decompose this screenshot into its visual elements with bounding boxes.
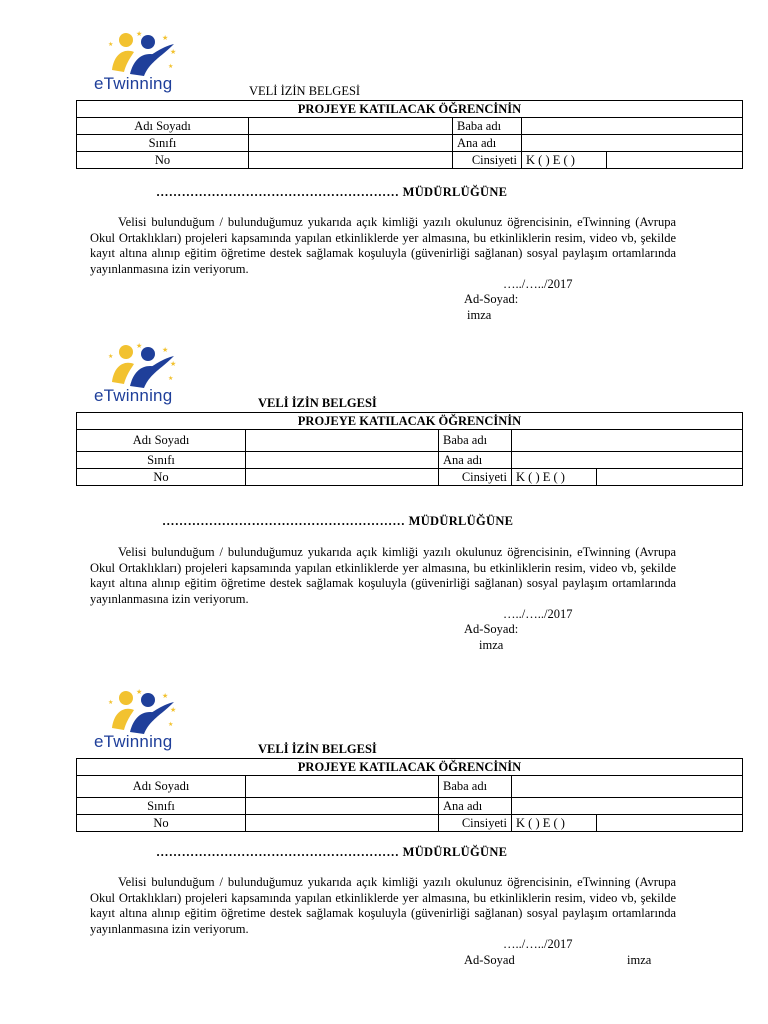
svg-text:★: ★ <box>170 48 177 56</box>
logo-text: eTwinning <box>94 386 173 405</box>
date-line: …../…../2017 <box>503 277 573 291</box>
table-header: PROJEYE KATILACAK ÖĞRENCİNİN <box>77 413 743 430</box>
ad-soyad-label: Ad-Soyad <box>464 953 515 967</box>
document-title: VELİ İZİN BELGESİ <box>249 84 361 98</box>
table-row <box>77 469 743 486</box>
etwinning-logo <box>94 342 194 408</box>
field-adi-soyadi[interactable] <box>246 430 439 452</box>
student-info-table <box>76 100 743 169</box>
etwinning-logo <box>94 30 194 96</box>
document-title: VELİ İZİN BELGESİ <box>258 396 377 410</box>
label-baba-adi: Baba adı <box>439 776 512 798</box>
etwinning-figures-icon <box>104 688 184 734</box>
imza-label: imza <box>479 638 504 652</box>
table-row <box>77 430 743 452</box>
label-ana-adi: Ana adı <box>453 135 522 152</box>
table-header: PROJEYE KATILACAK ÖĞRENCİNİN <box>77 101 743 118</box>
document-title: VELİ İZİN BELGESİ <box>258 742 377 756</box>
etwinning-logo <box>94 688 194 754</box>
label-ana-adi: Ana adı <box>439 798 512 815</box>
svg-text:★: ★ <box>136 342 143 350</box>
svg-text:★: ★ <box>170 706 177 714</box>
table-row <box>77 452 743 469</box>
svg-text:★: ★ <box>108 700 114 706</box>
date-line: …../…../2017 <box>503 607 573 621</box>
field-sinifi[interactable] <box>249 135 453 152</box>
field-ana-adi[interactable] <box>512 798 743 815</box>
consent-paragraph: Velisi bulunduğum / bulunduğumuz yukarıda açık kimliği yazılı okulunuz öğrencisinin, eTwinning (Avrupa Okul Ortaklıkları) projeleri kapsamında yapılan etkinliklerde yer almasına, bu etkinliklerin resim, video vb, şekilde kayıt altına alınıp eğitim öğretime destek sağlamak koşuluyla (güvenirliği sağlanan) sosyal paylaşım ortamlarında yayınlanmasına izin veriyorum. <box>90 545 676 606</box>
table-row <box>77 135 743 152</box>
field-adi-soyadi[interactable] <box>249 118 453 135</box>
field-baba-adi[interactable] <box>522 118 743 135</box>
label-cinsiyeti: Cinsiyeti <box>439 815 512 832</box>
svg-text:★: ★ <box>162 34 169 42</box>
field-empty <box>597 469 743 486</box>
consent-paragraph: Velisi bulunduğum / bulunduğumuz yukarıda açık kimliği yazılı okulunuz öğrencisinin, eTwinning (Avrupa Okul Ortaklıkları) projeleri kapsamında yapılan etkinliklerde yer almasına, bu etkinliklerin resim, video vb, şekilde kayıt altına alınıp eğitim öğretime destek sağlamak koşuluyla (güvenirliği sağlanan) sosyal paylaşım ortamlarında yayınlanmasına izin veriyorum. <box>90 215 676 276</box>
label-baba-adi: Baba adı <box>453 118 522 135</box>
table-row <box>77 152 743 169</box>
svg-text:★: ★ <box>168 64 174 70</box>
svg-text:★: ★ <box>168 376 174 382</box>
mudurluk-line: ………………………………………………… MÜDÜRLÜĞÜNE <box>156 185 508 199</box>
field-empty <box>597 815 743 832</box>
field-sinifi[interactable] <box>246 798 439 815</box>
svg-text:★: ★ <box>136 688 143 696</box>
logo-text: eTwinning <box>94 74 173 93</box>
field-cinsiyeti[interactable]: K ( ) E ( ) <box>512 815 597 832</box>
field-cinsiyeti[interactable]: K ( ) E ( ) <box>522 152 607 169</box>
field-no[interactable] <box>246 469 439 486</box>
label-cinsiyeti: Cinsiyeti <box>439 469 512 486</box>
logo-text: eTwinning <box>94 732 173 751</box>
student-info-table <box>76 758 743 832</box>
field-ana-adi[interactable] <box>522 135 743 152</box>
label-sinifi: Sınıfı <box>77 135 249 152</box>
label-adi-soyadi: Adı Soyadı <box>77 118 249 135</box>
ad-soyad-label: Ad-Soyad: <box>464 622 519 636</box>
svg-text:★: ★ <box>170 360 177 368</box>
etwinning-figures-icon <box>104 342 184 388</box>
imza-label: imza <box>467 308 492 322</box>
label-adi-soyadi: Adı Soyadı <box>77 430 246 452</box>
ad-soyad-label: Ad-Soyad: <box>464 292 519 306</box>
label-no: No <box>77 815 246 832</box>
table-row <box>77 118 743 135</box>
field-baba-adi[interactable] <box>512 430 743 452</box>
table-row <box>77 815 743 832</box>
svg-text:★: ★ <box>162 346 169 354</box>
table-row <box>77 776 743 798</box>
imza-label: imza <box>627 953 652 967</box>
svg-text:★: ★ <box>108 354 114 360</box>
table-row <box>77 798 743 815</box>
table-header: PROJEYE KATILACAK ÖĞRENCİNİN <box>77 759 743 776</box>
field-ana-adi[interactable] <box>512 452 743 469</box>
field-no[interactable] <box>246 815 439 832</box>
mudurluk-line: ………………………………………………… MÜDÜRLÜĞÜNE <box>162 514 514 528</box>
mudurluk-line: ………………………………………………… MÜDÜRLÜĞÜNE <box>156 845 508 859</box>
label-cinsiyeti: Cinsiyeti <box>453 152 522 169</box>
field-no[interactable] <box>249 152 453 169</box>
field-empty <box>607 152 743 169</box>
label-adi-soyadi: Adı Soyadı <box>77 776 246 798</box>
field-cinsiyeti[interactable]: K ( ) E ( ) <box>512 469 597 486</box>
label-ana-adi: Ana adı <box>439 452 512 469</box>
label-baba-adi: Baba adı <box>439 430 512 452</box>
svg-text:★: ★ <box>136 30 143 38</box>
svg-text:★: ★ <box>168 722 174 728</box>
label-sinifi: Sınıfı <box>77 798 246 815</box>
field-adi-soyadi[interactable] <box>246 776 439 798</box>
svg-text:★: ★ <box>162 692 169 700</box>
label-no: No <box>77 152 249 169</box>
consent-paragraph: Velisi bulunduğum / bulunduğumuz yukarıda açık kimliği yazılı okulunuz öğrencisinin, eTwinning (Avrupa Okul Ortaklıkları) projeleri kapsamında yapılan etkinliklerde yer almasına, bu etkinliklerin resim, video vb, şekilde kayıt altına alınıp eğitim öğretime destek sağlamak koşuluyla (güvenirliği sağlanan) sosyal paylaşım ortamlarında yayınlanmasına izin veriyorum. <box>90 875 676 936</box>
date-line: …../…../2017 <box>503 937 573 951</box>
student-info-table <box>76 412 743 486</box>
label-sinifi: Sınıfı <box>77 452 246 469</box>
field-baba-adi[interactable] <box>512 776 743 798</box>
svg-text:★: ★ <box>108 42 114 48</box>
label-no: No <box>77 469 246 486</box>
etwinning-figures-icon <box>104 30 184 76</box>
field-sinifi[interactable] <box>246 452 439 469</box>
